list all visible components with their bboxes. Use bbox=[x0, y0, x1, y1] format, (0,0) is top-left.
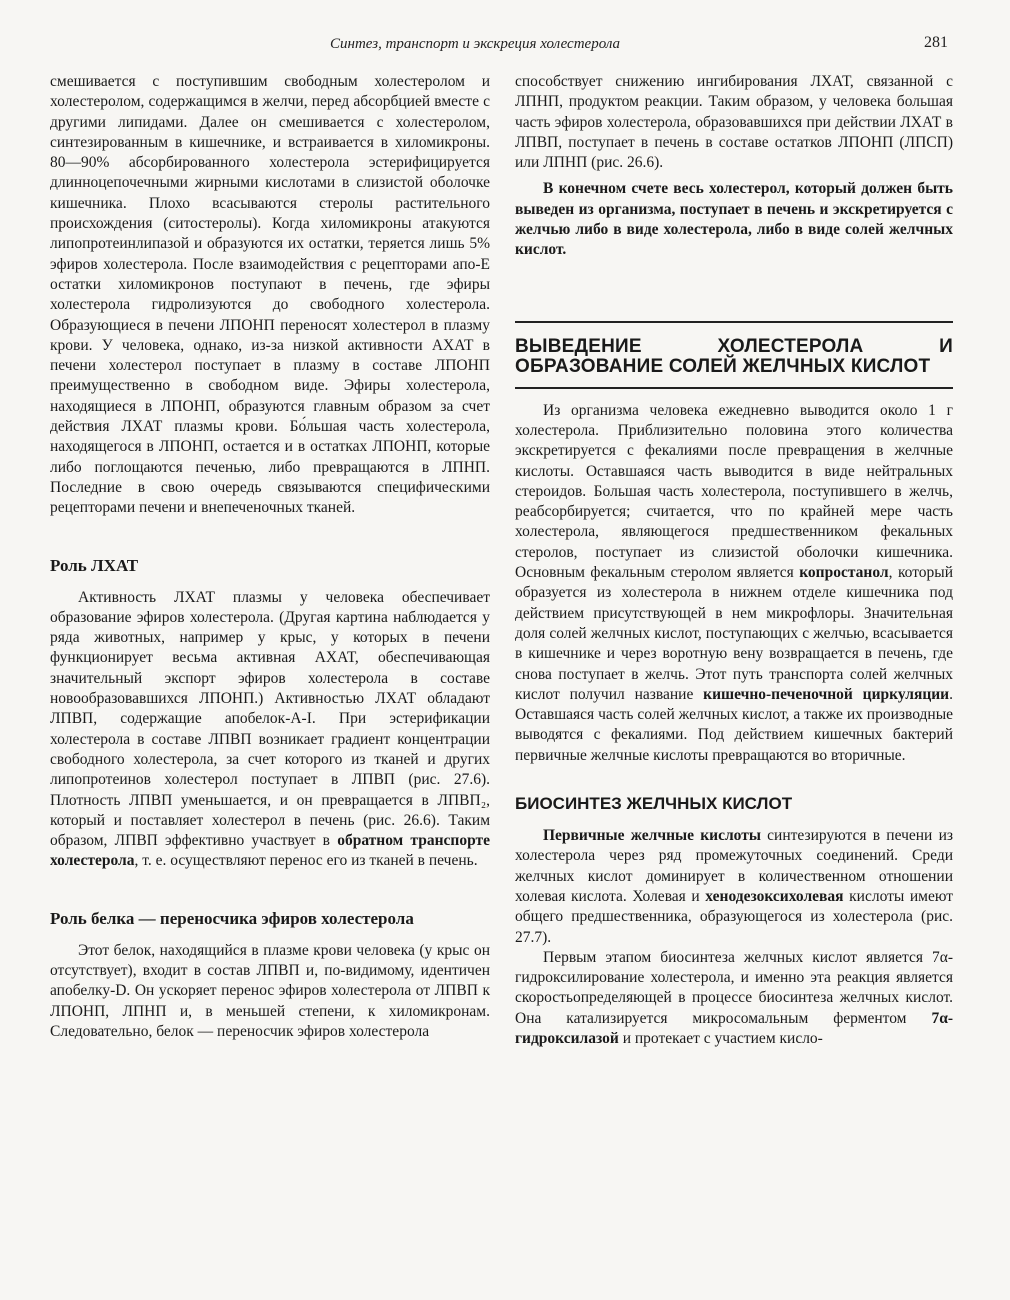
bold-term: 7α-гидроксилазой bbox=[515, 1009, 953, 1047]
section-heading-excretion: ВЫВЕДЕНИЕ ХОЛЕСТЕРОЛА И ОБРАЗОВАНИЕ СОЛЕЙ ЖЕЛЧНЫХ КИСЛОТ bbox=[515, 335, 953, 377]
bold-term: кишечно-печеночной циркуляции bbox=[703, 685, 950, 703]
paragraph: Этот белок, находящийся в плазме крови человека (у крыс он отсутствует), входит в состав ЛПВП и, по-видимому, идентичен апобелку-D. Он ускоряет перенос эфиров холестерола от ЛПВП к ЛПОНП, ЛПНП и, в меньшей степени, к хиломикронам. Следовательно, белок — переносчик эфиров холестерола bbox=[50, 941, 490, 1040]
text-run: . Оставшаяся часть солей желчных кислот, а также их производные выводятся с фекалиями. Под действием кишечных бактерий первичные желчные кислоты превращаются во вторичные. bbox=[515, 685, 953, 764]
page-number: 281 bbox=[924, 34, 948, 51]
paragraph: смешивается с поступившим свободным холестеролом и холестеролом, содержащимся в желчи, перед абсорбцией вместе с другими липидами. Далее он смешивается с холестеролом, синтезированным в кишечнике, и встраивается в хиломикроны. 80—90% абсорбированного холестерола эстерифицируется длинноцепочечными жирными кислотами в слизистой оболочке кишечника. Плохо всасываются стеролы растительного происхождения (ситостеролы). Когда хиломикроны атакуются липопротеинлипазой и образуются их остатки, теряется лишь 5% эфиров холестерола. После взаимодействия с рецепторами апо-Е остатки хиломикронов поступают в печень, где эфиры холестерола гидролизуются до свободного холестерола. Образующиеся в печени ЛПОНП переносят холестерол в плазму крови. У человека, однако, из-за низкой активности АХАТ в печени холестерол поступает в плазму в составе ЛПОНП преимущественно в свободном виде. Эфиры холестерола, находящиеся в ЛПОНП, образуются главным образом за счет действия ЛХАТ плазмы крови. Бо́льшая часть холестерола, находящегося в ЛПОНП, остается и в остатках ЛПОНП, которые либо поглощаются печенью, либо превращаются в ЛПНП. Последние в свою очередь связываются специфическими рецепторами печени и внепеченочных тканей. bbox=[50, 73, 490, 517]
section-heading-biosynthesis: БИОСИНТЕЗ ЖЕЛЧНЫХ КИСЛОТ bbox=[515, 794, 793, 814]
text-run: кислоты имеют общего предшественника, образующегося из холестерола (рис. 27.7). bbox=[515, 887, 954, 946]
text-run: Первым этапом биосинтеза желчных кислот является 7α-гидроксилирование холестерола, и именно эта реакция является скоростьопределяющей в процессе биосинтеза желчных кислот. Она катализируется микросомальным ферментом bbox=[515, 948, 953, 1027]
paragraph: способствует снижению ингибирования ЛХАТ, связанной с ЛПНП, продуктом реакции. Таким образом, у человека большая часть эфиров холестерола, образовавшихся при действии ЛХАТ в ЛПВП, поступает в печень в составе остатков ЛПОНП (ЛПСП) или ЛПНП (рис. 26.6). bbox=[515, 73, 953, 172]
bold-paragraph: В конечном счете весь холестерол, который должен быть выведен из организма, поступает в печень и экскретируется с желчью либо в виде холестерола, либо в виде солей желчных кислот. bbox=[515, 180, 953, 259]
text-run: синтезируются в печени из холестерола через ряд промежуточных соединений. Среди желчных кислот доминирует в количественном отношении холевая кислота. Холевая и bbox=[515, 827, 953, 905]
bold-term: копростанол bbox=[799, 564, 889, 582]
bold-term: Первичные желчные кислоты bbox=[543, 827, 761, 845]
paragraph bbox=[515, 948, 953, 1049]
bold-term: хенодезоксихолевая bbox=[705, 887, 844, 905]
text-run: Из организма человека ежедневно выводится около 1 г холестерола. Приблизительно половина этого количества экскретируется с фекалиями после превращения в желчные кислоты. Оставшаяся часть выводится в виде нейтральных стероидов. Большая часть холестерола, поступившего в желчь, реабсорбируется; считается, что по крайней мере часть холестерола, являющегося предшественником фекальных стеролов, поступает из слизистой оболочки кишечника. Основным фекальным стеролом является bbox=[515, 401, 953, 582]
running-title: Синтез, транспорт и экскреция холестерола bbox=[330, 36, 621, 52]
bold-term: обратном транспорте холестерола bbox=[50, 832, 490, 870]
paragraph bbox=[515, 401, 953, 766]
right-column bbox=[515, 72, 953, 1049]
text-run: Активность ЛХАТ плазмы у человека обеспечивает образование эфиров холестерола. (Другая картина наблюдается у ряда животных, например у крыс, у которых в печени функционирует весьма активная АХАТ, обеспечивающая значительный экспорт эфиров холестерола в составе новообразовавшихся ЛПОНП.) Активностью ЛХАТ обладают ЛПВП, содержащие апобелок-А-I. При эстерификации холестерола в составе ЛПВП возникает градиент концентрации свободного холестерола, за счет которого из тканей и других липопротеинов холестерол поступает в ЛПВП (рис. 27.6). Плотность ЛПВП уменьшается, и он превращается в ЛПВП₂, который и поставляет холестерол в печень (рис. 26.6). Таким образом, ЛПВП эффективно участвует в bbox=[50, 588, 490, 850]
left-column bbox=[50, 72, 490, 1042]
paragraph bbox=[50, 588, 490, 872]
text-run: и протекает с участием кисло- bbox=[622, 1029, 823, 1047]
section-heading-transfer-protein: Роль белка — переносчика эфиров холестерола bbox=[50, 908, 414, 928]
section-heading-block bbox=[515, 321, 953, 389]
rule-bottom bbox=[515, 387, 953, 389]
rule-top bbox=[515, 321, 953, 323]
section-heading-lcat: Роль ЛХАТ bbox=[50, 555, 139, 575]
paragraph bbox=[515, 826, 953, 948]
text-run: , который образуется из холестерола в нижнем отделе кишечника под действием присутствующей в нем микрофлоры. Значительная доля солей желчных кислот, поступающих с желчью, всасывается в кишечнике и через воротную вену возвращается в печень, где снова поступает в желчь. Этот путь транспорта солей желчных кислот получил название bbox=[515, 564, 954, 703]
text-run: , т. е. осуществляют перенос его из тканей в печень. bbox=[134, 852, 478, 870]
